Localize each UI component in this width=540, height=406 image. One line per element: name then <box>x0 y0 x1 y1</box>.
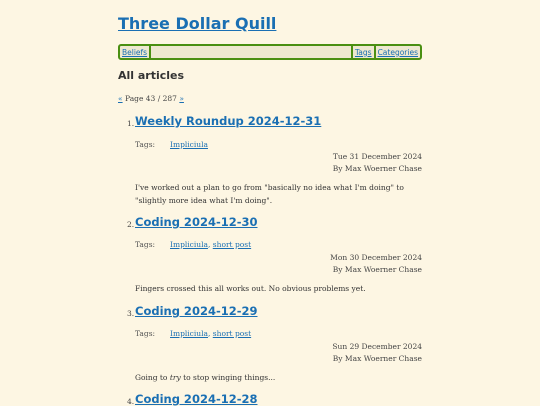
article-author: By Max Woerner Chase <box>332 164 422 173</box>
tag-link[interactable]: short post <box>212 240 252 249</box>
nav-bar <box>118 44 422 60</box>
summary-text: to stop winging things... <box>180 373 276 382</box>
tag-link[interactable]: Impliciula <box>170 140 208 149</box>
article-number: 1. <box>127 119 135 128</box>
article-date: Sun 29 December 2024 <box>332 342 422 351</box>
article-author: By Max Woerner Chase <box>332 354 422 363</box>
page-indicator: Page 43 / 287 <box>124 94 177 103</box>
nav-spacer <box>151 46 351 58</box>
article-tags <box>170 140 208 149</box>
summary-text: Going to <box>135 373 170 382</box>
nav-beliefs-link[interactable]: Beliefs <box>122 47 148 57</box>
tags-label: Tags: <box>135 240 156 249</box>
tag-link[interactable]: short post <box>212 329 252 338</box>
site-title-link[interactable]: Three Dollar Quill <box>118 14 277 33</box>
tag-link[interactable]: Impliciula <box>170 329 208 338</box>
nav-categories-link[interactable]: Categories <box>377 47 418 57</box>
nav-tags-link[interactable]: Tags <box>354 47 372 57</box>
prev-page-link[interactable]: « <box>118 94 123 103</box>
next-page-link[interactable]: » <box>179 94 184 103</box>
article-summary: Fingers crossed this all works out. No obvious problems yet. <box>135 284 366 293</box>
article-number: 4. <box>127 397 135 406</box>
article-author: By Max Woerner Chase <box>332 265 422 274</box>
article-summary <box>135 371 422 384</box>
article-date: Mon 30 December 2024 <box>330 253 422 262</box>
article-title-link[interactable]: Coding 2024-12-30 <box>135 215 258 229</box>
page-heading: All articles <box>118 69 185 82</box>
tag-link[interactable]: Impliciula <box>170 240 208 249</box>
pagination <box>118 94 184 103</box>
article-title-link[interactable]: Coding 2024-12-28 <box>135 392 258 406</box>
tags-label: Tags: <box>135 329 156 338</box>
article-title-link[interactable]: Weekly Roundup 2024-12-31 <box>135 114 322 128</box>
article-summary: I've worked out a plan to go from "basically no idea what I'm doing" to "slightly more idea what I'm doing". <box>135 183 404 205</box>
summary-emphasis: try <box>169 373 181 382</box>
article-title-link[interactable]: Coding 2024-12-29 <box>135 304 258 318</box>
article-number: 3. <box>127 309 135 318</box>
tags-label: Tags: <box>135 140 156 149</box>
article-number: 2. <box>127 220 135 229</box>
article-tags: Impliciula, short post <box>170 329 252 338</box>
article-tags: Impliciula, short post <box>170 240 252 249</box>
article-date: Tue 31 December 2024 <box>332 152 422 161</box>
